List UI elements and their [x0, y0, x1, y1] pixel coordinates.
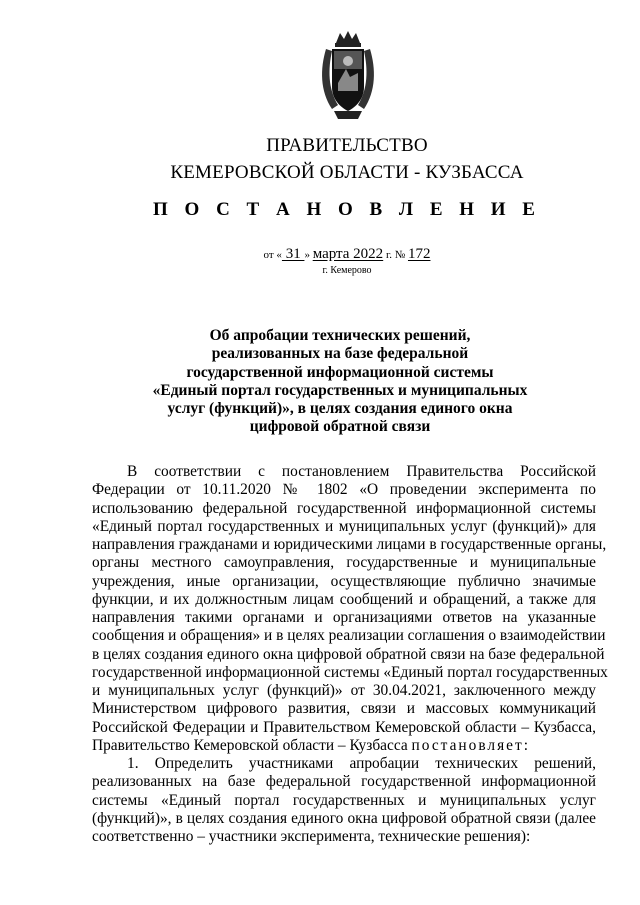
subject-line: Об апробации технических решений,: [209, 327, 471, 344]
subject-line: «Единый портал государственных и муниципальных: [152, 381, 528, 399]
decree-word: постановляет:: [411, 736, 531, 754]
item1-line: реализованных на базе федеральной государственной информационной: [92, 773, 596, 791]
body-line-decree: [92, 737, 596, 755]
document-subject: [140, 327, 540, 437]
body-line: использованию федеральной государственной информационной системы: [92, 499, 596, 517]
government-name-line1: ПРАВИТЕЛЬСТВО: [266, 135, 428, 156]
body-line: органы местного самоуправления, государственные и муниципальные: [92, 554, 596, 572]
body-line: направления гражданами и юридическими лицами в государственные органы,: [92, 536, 607, 553]
document-date-number: [27, 245, 640, 264]
document-body: [92, 463, 608, 846]
document-number: 172: [407, 246, 431, 262]
subject-line: цифровой обратной связи: [249, 418, 431, 436]
subject-line: государственной информационной системы: [186, 363, 494, 381]
body-line: направления такими органами и организациями ответов на указанные: [92, 609, 596, 626]
document-city: г. Кемерово: [322, 265, 372, 276]
date-day: 31: [281, 246, 305, 262]
body-line: сообщения и обращения» и в целях реализации соглашения о взаимодействии: [92, 627, 606, 645]
item1-line: (функций)», в целях создания единого окна цифровой обратной связи (далее: [92, 809, 596, 827]
body-line: и муниципальных услуг (функций)» от 30.04.2021, заключенного между: [92, 682, 596, 699]
body-line: В соответствии с постановлением Правительства Российской: [127, 463, 596, 480]
body-line: учреждения, иные организации, осуществляющие публично значимые: [92, 572, 596, 590]
date-month-year: марта 2022: [312, 246, 384, 262]
body-line: Федерации от 10.11.2020 № 1802 «О проведении эксперимента по: [92, 481, 596, 499]
date-prefix: от «: [263, 249, 282, 261]
body-line: в целях создания единого окна цифровой обратной связи на базе федеральной: [92, 645, 605, 663]
item1-line: системы «Единый портал государственных и муниципальных услуг: [92, 791, 596, 809]
subject-line: услуг (функций)», в целях создания единого окна: [167, 400, 513, 418]
body-line: государственной информационной системы «Единый портал государственных: [92, 663, 608, 681]
item1-line: соответственно – участники эксперимента, технические решения):: [92, 828, 531, 845]
body-line: «Единый портал государственных и муниципальных услуг (функций)» для: [92, 517, 596, 535]
government-name-line2: КЕМЕРОВСКОЙ ОБЛАСТИ - КУЗБАССА: [170, 162, 524, 183]
body-line: Министерством цифрового развития, связи и массовых коммуникаций: [92, 700, 596, 718]
coat-of-arms-icon: [318, 29, 378, 121]
document-type-heading: П О С Т А Н О В Л Е Н И Е: [153, 199, 541, 220]
year-suffix: г. №: [383, 249, 408, 261]
date-mid: »: [304, 249, 313, 261]
decree-prefix: Правительство Кемеровской области – Кузбасса: [92, 736, 412, 754]
item1-line: 1. Определить участниками апробации технических решений,: [127, 755, 596, 772]
subject-line: реализованных на базе федеральной: [211, 345, 469, 363]
body-line: Российской Федерации и Правительством Кемеровской области – Кузбасса,: [92, 718, 596, 736]
body-line: функции, и их должностным лицам сообщений и обращений, а также для: [92, 590, 596, 608]
